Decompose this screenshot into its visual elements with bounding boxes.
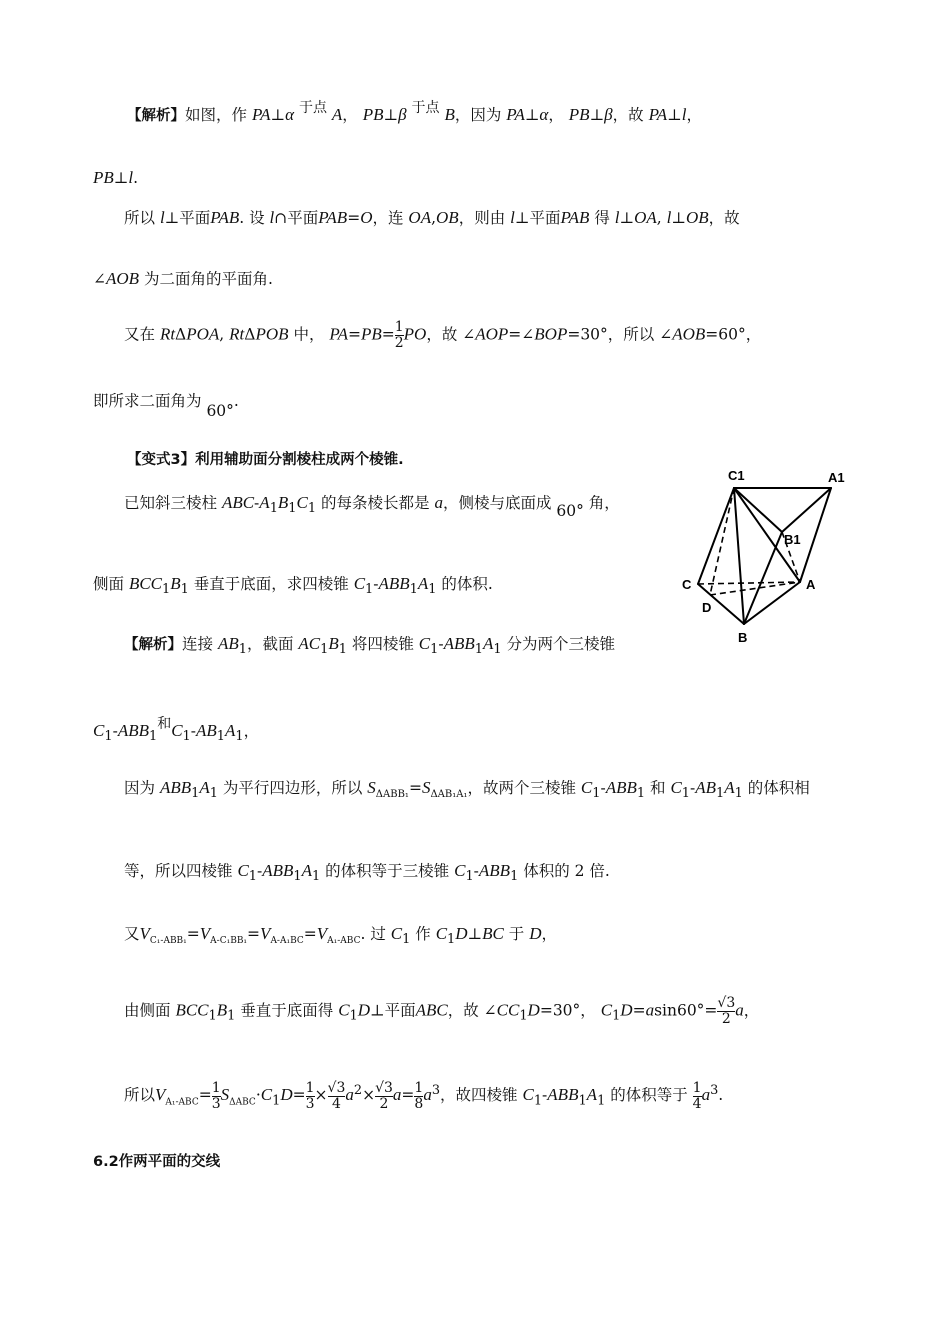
solution-line-4: ∠AOB 为二面角的平面角. <box>93 269 273 288</box>
solution-line-2: PB⊥l. <box>93 168 139 187</box>
label-D: D <box>702 600 712 615</box>
label-B: B <box>738 630 748 645</box>
variant-heading <box>127 448 404 471</box>
solution2-line-2: $C_1-ABB_1$和$C_1-AB_1A_1$， <box>93 716 260 745</box>
solution2-line-3: 因为 $ABB_1A_1$ 为平行四边形，所以 $S_{\Delta ABB_1}=S_{\Delta AB_1A_1}$，故两个三棱锥 $C_1-ABB_1$ 和 $C_1-AB_1A_1$ 的体积相 <box>124 778 810 802</box>
section-heading <box>93 1150 220 1173</box>
solution-line-3: 所以 l⊥平面PAB. 设 l∩平面PAB=O，连 OA,OB，则由 l⊥平面PAB 得 l⊥OA, l⊥OB，故 <box>124 208 740 227</box>
problem-line-1: 已知斜三棱柱 ABC-$A_1B_1C_1$ 的每条棱长都是 a，侧棱与底面成 60° 角， <box>124 493 620 520</box>
solution-line-5: 又在 RtΔPOA, RtΔPOB 中， PA=PB= $\frac{1}{2}$ PO，故 ∠AOP=∠BOP=30°，所以 ∠AOB=60°， <box>124 319 762 351</box>
section-heading-text: 6.2作两平面的交线 <box>93 1154 221 1170</box>
solution-line-1: 【解析】如图，作 PA⊥α 于点 A， PB⊥β 于点 B，因为 PA⊥α， PB⊥β，故 PA⊥l， <box>127 100 702 124</box>
edge-C1B <box>734 488 744 624</box>
label-B1: B1 <box>784 532 801 547</box>
prism-figure <box>676 462 866 652</box>
solution2-line-5: 又$V_{C_1-ABB_1}=V_{A-C_1BB_1}=V_{A-A_1BC}=V_{A_1-ABC}$. 过 $C_1$ 作 $C_1D\perp BC$ 于 D， <box>124 924 557 948</box>
edge-C1B1 <box>734 488 782 532</box>
label-A: A <box>806 577 816 592</box>
solution2-line-4: 等，所以四棱锥 $C_1-ABB_1A_1$ 的体积等于三棱锥 $C_1-ABB_1$ 体积的 2 倍. <box>124 861 610 885</box>
solution2-line-6: 由侧面 $BCC_1B_1$ 垂直于底面得 $C_1D\perp$平面ABC，故 $\angle CC_1D=30^\circ$， $C_1D=asin60^\circ=$ $\frac{√3}{2}$ a， <box>124 995 760 1027</box>
problem-line-2: 侧面 $BCC_1B_1$ 垂直于底面，求四棱锥 $C_1-ABB_1A_1$ 的体积. <box>93 574 493 598</box>
solution2-line-1: 【解析】连接 $AB_1$，截面 $AC_1B_1$ 将四棱锥 $C_1-ABB_1A_1$ 分为两个三棱锥 <box>124 634 616 658</box>
label-C: C <box>682 577 692 592</box>
solution-line-6: 即所求二面角为 60°. <box>93 392 239 420</box>
variant-heading-text: 【变式3】利用辅助面分割棱柱成两个棱锥. <box>127 452 404 468</box>
label-C1: C1 <box>728 468 745 483</box>
label-A1: A1 <box>828 470 845 485</box>
solution2-line-7: 所以$V_{A_1-ABC}=$ $\frac{1}{3}$ $S_{\Delta ABC}\cdot C_1D=$ $\frac{1}{3}$ × $\frac{√3}{4}$ $a^2\times$ $\frac{√3}{2}$ a= $\frac{1}{8}$ $a^3$，故四棱锥 $C_1-ABB_1A_1$ 的体积等于 $\frac{1}{4}$ $a^3$. <box>124 1079 724 1112</box>
